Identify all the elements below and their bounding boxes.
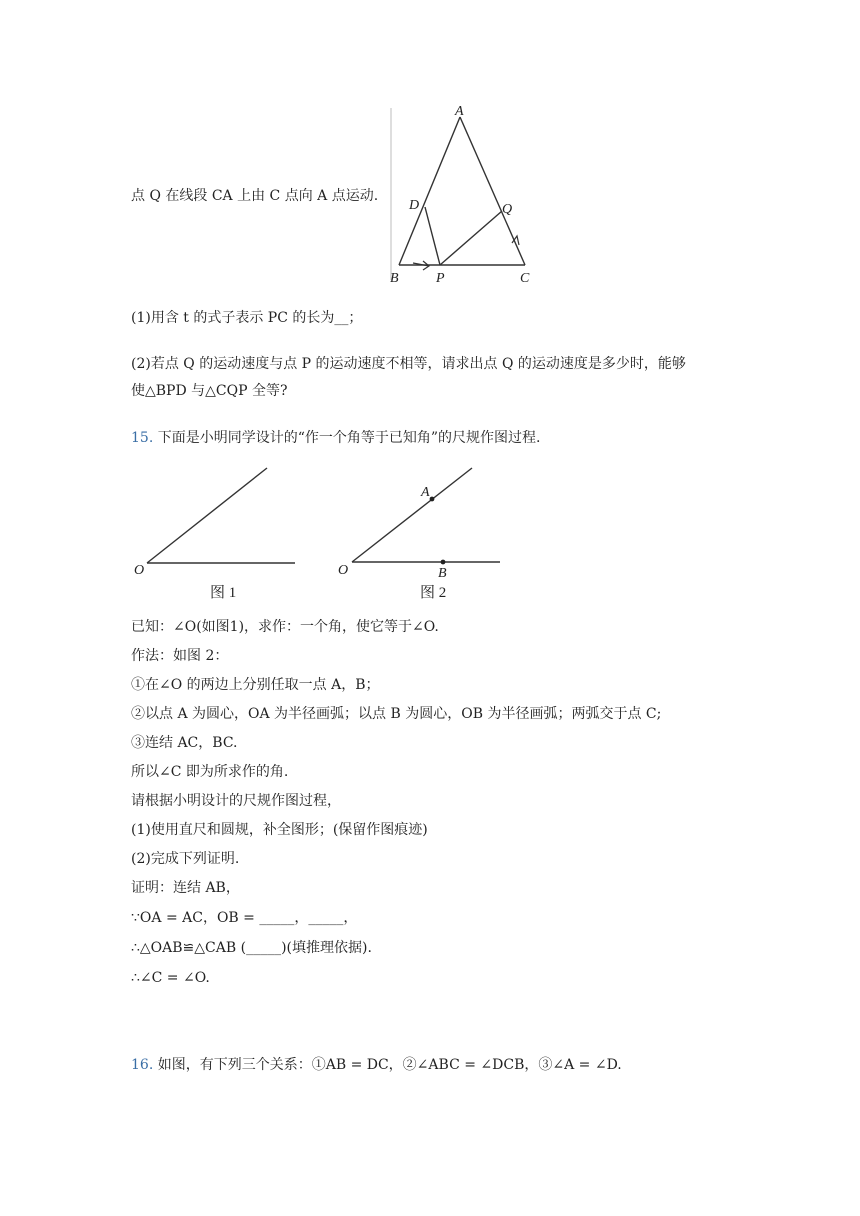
triangle-figure <box>385 105 545 285</box>
q15-line-0: 已知：∠O(如图1)，求作：一个角，使它等于∠O. <box>131 619 439 635</box>
q15-header <box>131 428 540 448</box>
q15-line-4: ③连结 AC，BC. <box>131 735 238 751</box>
q15-line-7: (1)使用直尺和圆规，补全图形；(保留作图痕迹) <box>131 822 428 838</box>
label-B: B <box>390 271 399 286</box>
q15-line-3: ②以点 A 为圆心，OA 为半径画弧；以点 B 为圆心，OB 为半径画弧；两弧交于点 C; <box>131 706 662 722</box>
q14-part2-line2: 使△BPD 与△CQP 全等? <box>131 383 288 399</box>
q15-line-8: (2)完成下列证明. <box>131 851 240 867</box>
q16-number: 16. <box>131 1057 154 1073</box>
fig1-label-O: O <box>134 563 145 578</box>
label-C: C <box>520 271 530 286</box>
label-Q: Q <box>502 202 513 217</box>
fig2-label-B: B <box>438 566 447 581</box>
q15-line-12: ∴∠C = ∠O. <box>131 970 210 986</box>
q16-header <box>131 1055 622 1075</box>
q15-line-5: 所以∠C 即为所求作的角. <box>131 764 289 780</box>
q15-line-1: 作法：如图 2： <box>131 648 229 664</box>
fig2-label-O: O <box>338 563 349 578</box>
figure-2 <box>330 462 510 602</box>
q15-title: 下面是小明同学设计的“作一个角等于已知角”的尺规作图过程. <box>157 430 541 446</box>
q15-number: 15. <box>131 430 154 446</box>
fig2-label-A: A <box>421 485 430 500</box>
q15-line-9: 证明：连结 AB， <box>131 880 240 896</box>
q15-line-6: 请根据小明设计的尺规作图过程， <box>131 793 341 809</box>
label-P: P <box>436 271 445 286</box>
fig1-caption: 图 1 <box>210 585 237 601</box>
q15-line-10: ∵OA = AC，OB = _____，_____， <box>131 910 358 926</box>
q15-line-11: ∴△OAB≌△CAB (_____)(填推理依据). <box>131 940 372 956</box>
label-A: A <box>455 104 464 119</box>
q14-intro: 点 Q 在线段 CA 上由 C 点向 A 点运动. <box>131 188 379 204</box>
q16-text: 如图，有下列三个关系：①AB = DC，②∠ABC = ∠DCB，③∠A = ∠D. <box>157 1057 622 1073</box>
q14-part2-line1: (2)若点 Q 的运动速度与点 P 的运动速度不相等，请求出点 Q 的运动速度是多少时，能够 <box>131 356 686 372</box>
fig2-caption: 图 2 <box>420 585 447 601</box>
q14-part1: (1)用含 t 的式子表示 PC 的长为__； <box>131 310 363 326</box>
figure-1 <box>130 462 310 602</box>
q15-line-2: ①在∠O 的两边上分别任取一点 A，B； <box>131 677 380 693</box>
label-D: D <box>409 198 420 213</box>
